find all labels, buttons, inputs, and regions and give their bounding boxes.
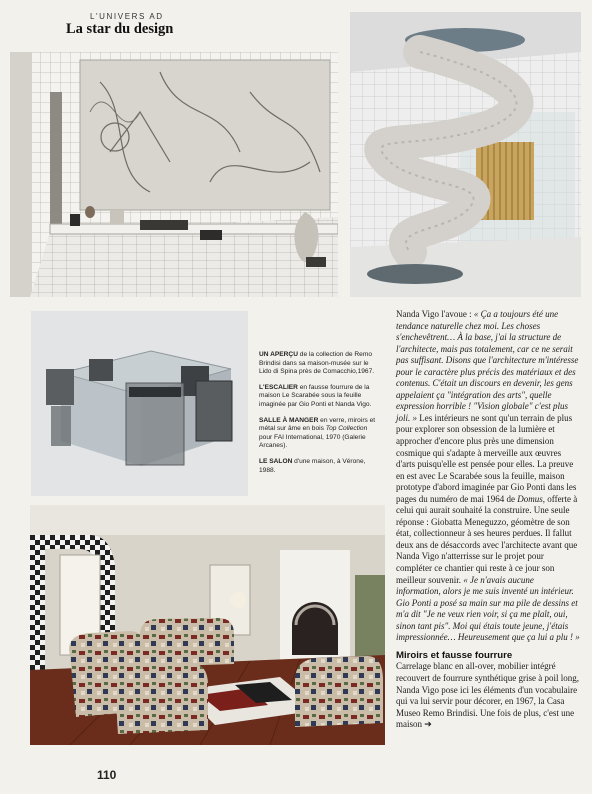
article-paragraph: Nanda Vigo l'avoue : « Ça a toujours été une tendance naturelle chez moi. Les choses s'enchevêtrent… À la base, j'ai la structure de l'architecte, mais pas totalement, car ce ne serait pas suffisant. Disons que l'architecture m'intéresse pour le caractère plus précis des matériaux et des contenus. C'était un discours en devenir, les gens appelaient ça "intégration des arts", quelle expression horrible ! "Vision globale" c'est plus joli. » Les intérieurs ne sont qu'un terrain de plus pour explorer son obsession de la lumière et approcher d'encore plus près une dimension cosmique qui s'adapte à merveille aux œuvres d'arts puisqu'elle est pensée pour elles. La preuve en est avec Le Scarabée sous la feuille, maison prototype d'abord imaginée par Gio Ponti dans les pages du numéro de mai 1964 de Domus, offerte à celui qui aurait souhaité la construire. Une seule réponse : Giobatta Meneguzzo, géomètre de son état, collectionneur à ses heures perdues. Il fallut deux ans de désaccords avec l'architecte avant que Nanda Vigo n'atterrisse sur le projet pour compléter ce chantier qui reste à ce jour son meilleur souvenir. « Je n'avais aucune information, alors je me suis inventé un intérieur. Gio Ponti a posé sa main sur ma pile de dessins et m'a dit "Je ne veux rien voir, si ça me plaît, oui, sinon tant pis". Moi qui étais toute jeune, j'étais impressionnée… Heureusement que ça lui a plu ! » [396,309,580,643]
article-paragraph-2: Carrelage blanc en all-over, mobilier intégré recouvert de fourrure synthétique grise à poil long, Nanda Vigo pose ici les éléments d'un vocabulaire qui va lui servir pour décorer, en 1967, la Casa Museo Remo Brindisi. Une fois de plus, c'est une maison ➔ [396,661,579,731]
article-subhead: Miroirs et fausse fourrure [396,649,513,661]
caption-salon: LE SALON d'une maison, à Vérone, 1988. [259,457,366,474]
photo-glass-dining-table [31,311,248,496]
caption-salle-a-manger: SALLE À MANGER en verre, miroirs et métal sur âme en bois Top Collection pour FAI International, 1970 (Galerie Arcanes). [259,416,376,450]
caption-apercu: UN APERÇU de la collection de Remo Brindisi dans sa maison-musée sur le Lido di Spina près de Comacchio,1967. [259,351,375,376]
section-kicker: L'UNIVERS AD [90,12,164,21]
page-number: 110 [97,768,117,782]
article-body [396,309,580,732]
page-title: La star du design [66,21,174,37]
photo-brindisi-collection [10,52,338,297]
photo-captions [259,351,381,482]
photo-fur-staircase [350,12,581,297]
caption-escalier: L'ESCALIER en fausse fourrure de la maison Le Scarabée sous la feuille imaginée par Gio Ponti et Nanda Vigo. [259,383,372,408]
photo-verona-salon [30,505,385,745]
continue-arrow-icon: ➔ [424,720,432,731]
